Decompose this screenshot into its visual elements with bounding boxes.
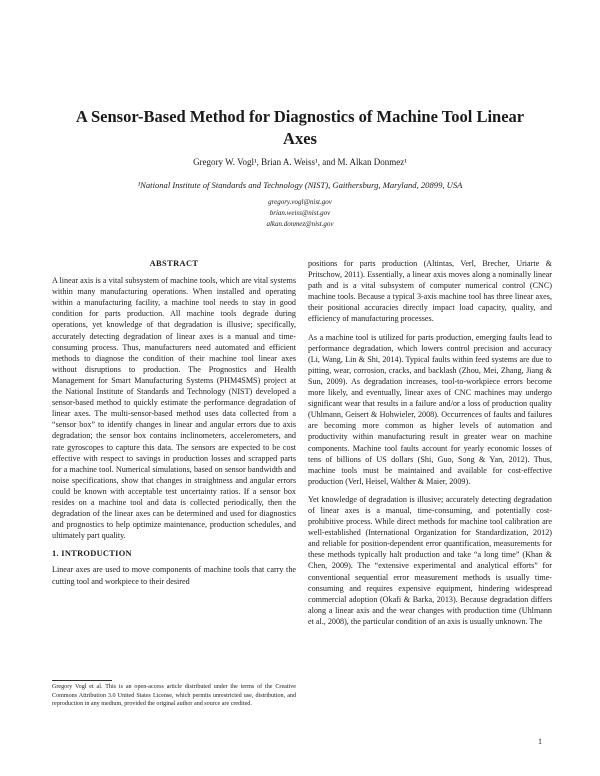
intro-paragraph-2: As a machine tool is utilized for parts production, emerging faults lead to performance degradation, which lowers control precision and accuracy (Li, Wang, Lin & Shi, 2014). Typical faults within feed systems are due to pitting, wear, corrosion, cracks, and backlash (Zhou, Mei, Zhang, Jiang & Sun, 2009). As degradation increases, tool-to-workpiece errors become more likely, and eventually, linear axes of CNC machines may undergo significant wear that results in a failure and/or a loss of production quality (Uhlmann, Geisert & Hohwieler, 2008). Occurrences of faults and failures are becoming more common as higher levels of automation and productivity within manufacturing result in greater wear on machine components. Machine tool faults account for yearly economic losses of tens of billions of US dollars (Shi, Guo, Song & Yan, 2012). Thus, machine tools must be maintained and available for cost-effective production (Verl, Heisel, Walther & Maier, 2009). [308,332,552,486]
intro-paragraph-start: Linear axes are used to move components of machine tools that carry the cutting tool and workpiece to their desired [52,565,296,586]
intro-paragraph-3: Yet knowledge of degradation is illusive; accurately detecting degradation of linear axes is a manual, time-consuming, and potentially cost-prohibitive process. While direct methods for machine tool calibration are well-established (International Organization for Standardization, 2012) and reliable for position-dependent error quantification, measurements for these methods typically halt production and take “a long time” (Khan & Chen, 2009). The “extensive experimental and analytical efforts” for conventional sequential error measurement methods is usually time-consuming and requires expensive equipment, hindering widespread commercial adoption (Okafi & Barka, 2013). Because degradation differs along a linear axis and the wear changes with production time (Uhlmann et al., 2008), the particular condition of an axis is usually unknown. The [308,494,552,626]
affiliation: ¹National Institute of Standards and Technology (NIST), Gaithersburg, Maryland, 20899, USA [137,180,463,190]
right-column [308,258,552,634]
license-footnote: Gregory Vogl et al. This is an open-access article distributed under the terms of the Creative Commons Attribution 3.0 United States License, which permits unrestricted use, distribution, and reproduction in any medium, provided the original author and source are credited. [52,684,296,707]
author-emails [100,197,500,230]
footnote-rule [52,680,112,681]
email-donmez[interactable]: alkan.donmez@nist.gov [266,220,334,228]
intro-paragraph-continued: positions for parts production (Altintas, Verl, Brecher, Uriarte & Pritschow, 2011). Essentially, a linear axis moves along a nominally linear path and is a vital subsystem of computer numerical control (CNC) machine tools. Because a typical 3-axis machine tool has three linear axes, their positional accuracies directly impact load capacity, quality, and efficiency of manufacturing processes. [308,259,552,324]
left-column [52,258,296,594]
abstract-heading: ABSTRACT [149,259,199,268]
author-list: Gregory W. Vogl¹, Brian A. Weiss¹, and M. Alkan Donmez¹ [193,157,407,167]
paper-title: A Sensor-Based Method for Diagnostics of Machine Tool Linear Axes [75,107,525,148]
abstract-text: A linear axis is a vital subsystem of machine tools, which are vital systems within many manufacturing operations. When installed and operating within a manufacturing facility, a machine tool needs to stay in good condition for parts production. All machine tools degrade during operations, yet knowledge of that degradation is illusive; specifically, accurately detecting degradation of linear axes is a manual and time-consuming process. Thus, manufacturers need automated and efficient methods to diagnose the condition of their machine tool linear axes without disruptions to production. The Prognostics and Health Management for Smart Manufacturing Systems (PHM4SMS) project at the National Institute of Standards and Technology (NIST) developed a sensor-based method to quickly estimate the performance degradation of linear axes. The multi-sensor-based method uses data collected from a “sensor box” to identify changes in linear and angular errors due to axis degradation; the sensor box contains inclinometers, accelerometers, and rate gyroscopes to capture this data. The sensors are expected to be cost effective with respect to savings in production losses and scrapped parts for a machine tool. Numerical simulations, based on sensor bandwidth and noise specifications, show that changes in straightness and angular errors could be known with acceptable test uncertainty ratios. If a sensor box resides on a machine tool and data is collected periodically, then the degradation of the linear axes can be determined and used for diagnostics and prognostics to help optimize maintenance, production schedules, and ultimately part quality. [52,276,296,541]
page-number: 1 [538,737,542,746]
email-vogl[interactable]: gregory.vogl@nist.gov [268,198,332,206]
email-weiss[interactable]: brian.weiss@nist.gov [269,209,331,217]
introduction-heading: 1. INTRODUCTION [52,549,132,559]
